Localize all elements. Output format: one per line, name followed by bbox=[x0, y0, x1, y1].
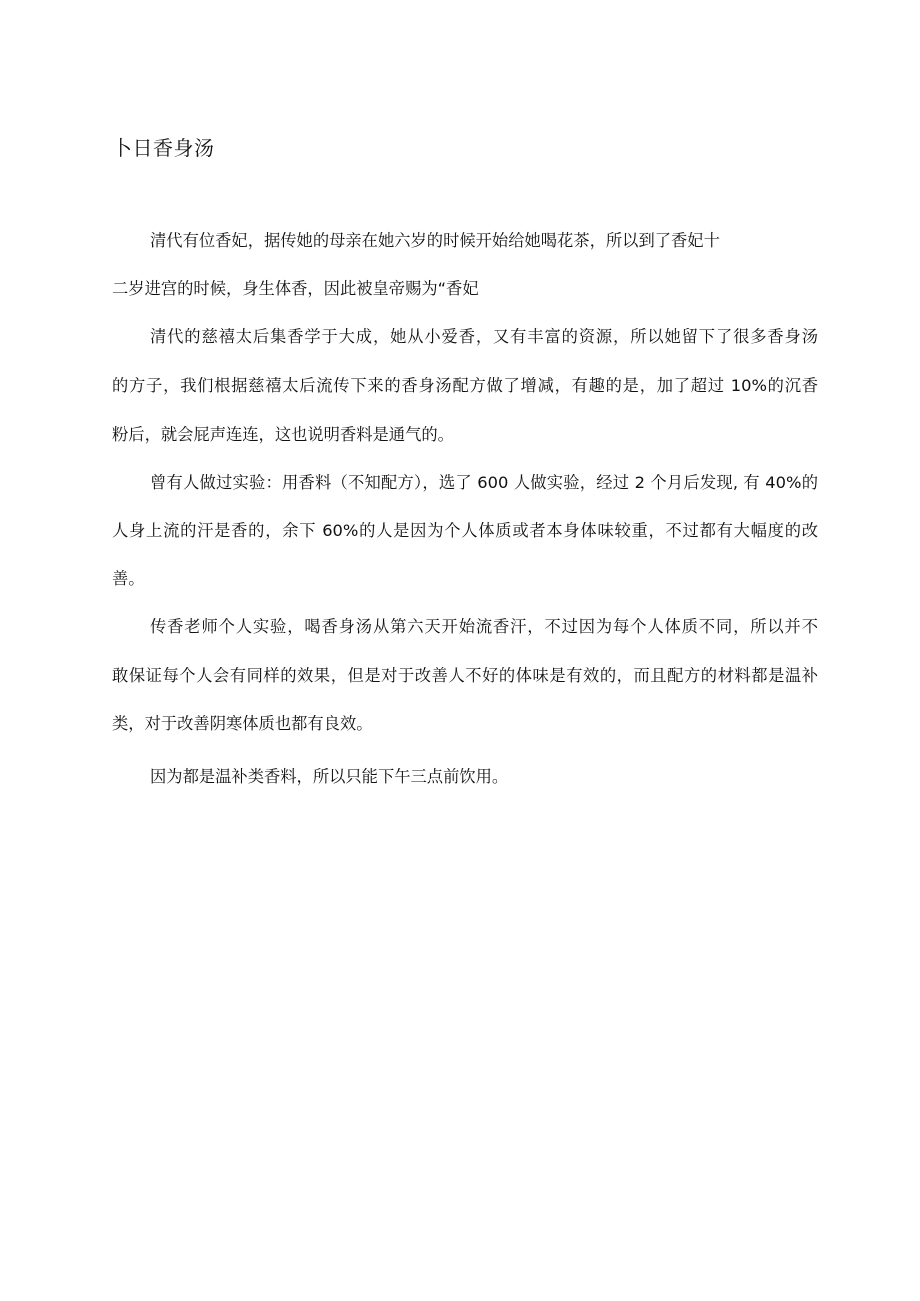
paragraph-4-line-2: 敢保证每个人会有同样的效果，但是对于改善人不好的体味是有效的，而且配方的材料都是温补 bbox=[112, 666, 818, 685]
paragraph-1-line-2: 二岁进宫的时候，身生体香，因此被皇帝赐为“香妃 bbox=[112, 279, 479, 298]
paragraph-3-line-1: 曾有人做过实验：用香料（不知配方），选了 600 人做实验，经过 2 个月后发现, 有 40%的 bbox=[150, 473, 818, 492]
paragraph-3-line-3: 善。 bbox=[112, 569, 145, 588]
paragraph-2-line-3: 粉后，就会屁声连连，这也说明香料是通气的。 bbox=[112, 425, 454, 444]
document-title: 卜日香身汤 bbox=[112, 136, 215, 160]
paragraph-2-line-2: 的方子，我们根据慈禧太后流传下来的香身汤配方做了增减，有趣的是，加了超过 10%的沉香 bbox=[112, 376, 818, 395]
paragraph-4-line-3: 类，对于改善阴寒体质也都有良效。 bbox=[112, 714, 373, 733]
paragraph-5-line-1: 因为都是温补类香料，所以只能下午三点前饮用。 bbox=[150, 767, 509, 786]
paragraph-4-line-1: 传香老师个人实验，喝香身汤从第六天开始流香汗，不过因为每个人体质不同，所以并不 bbox=[150, 617, 818, 636]
paragraph-1-line-1: 清代有位香妃，据传她的母亲在她六岁的时候开始给她喝花茶，所以到了香妃十 bbox=[150, 231, 720, 250]
paragraph-3-line-2: 人身上流的汗是香的，余下 60%的人是因为个人体质或者本身体味较重，不过都有大幅度的改 bbox=[112, 521, 818, 540]
paragraph-2-line-1: 清代的慈禧太后集香学于大成，她从小爱香，又有丰富的资源，所以她留下了很多香身汤 bbox=[150, 327, 818, 346]
